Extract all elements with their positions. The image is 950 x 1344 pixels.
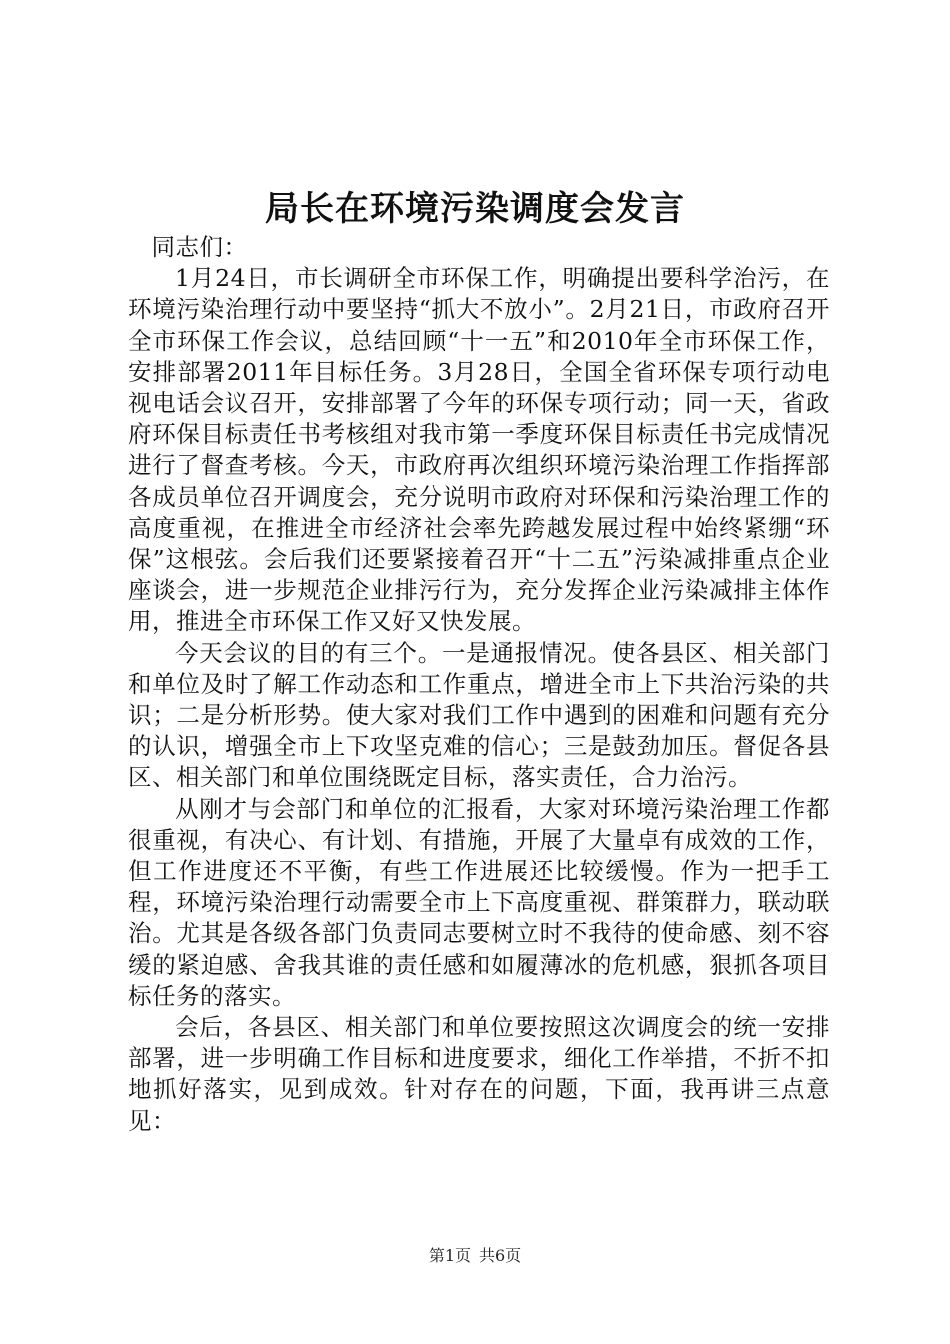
paragraph-1: 1月24日，市长调研全市环保工作，明确提出要科学治污，在环境污染治理行动中要坚持“抓大不放小”。2月21日，市政府召开全市环保工作会议，总结回顾“十一五”和2010年全市环保工作，安排部署2011年目标任务。3月28日，全国全省环保专项行动电视电话会议召开，安排部署了今年的环保专项行动；同一天，省政府环保目标责任书考核组对我市第一季度环保目标责任书完成情况进行了督查考核。今天，市政府再次组织环境污染治理工作指挥部各成员单位召开调度会，充分说明市政府对环保和污染治理工作的高度重视，在推进全市经济社会率先跨越发展过程中始终紧绷“环保”这根弦。会后我们还要紧接着召开“十二五”污染减排重点企业座谈会，进一步规范企业排污行为，充分发挥企业污染减排主体作用，推进全市环保工作又好又快发展。 bbox=[128, 264, 830, 636]
page-footer bbox=[0, 1244, 950, 1268]
document-body bbox=[128, 232, 830, 1137]
paragraph-4: 会后，各县区、相关部门和单位要按照这次调度会的统一安排部署，进一步明确工作目标和进度要求，细化工作举措，不折不扣地抓好落实，见到成效。针对存在的问题，下面，我再讲三点意见： bbox=[128, 1013, 830, 1135]
salutation: 同志们： bbox=[151, 233, 248, 261]
paragraph-3: 从刚才与会部门和单位的汇报看，大家对环境污染治理工作都很重视，有决心、有计划、有措施，开展了大量卓有成效的工作，但工作进度还不平衡，有些工作进展还比较缓慢。作为一把手工程，环境污染治理行动需要全市上下高度重视、群策群力，联动联治。尤其是各级各部门负责同志要树立时不我待的使命感、刻不容缓的紧迫感、舍我其谁的责任感和如履薄冰的危机感，狠抓各项目标任务的落实。 bbox=[128, 794, 830, 1010]
page-number: 第1页 bbox=[428, 1246, 471, 1265]
document-title: 局长在环境污染调度会发言 bbox=[265, 189, 685, 229]
paragraph-2: 今天会议的目的有三个。一是通报情况。使各县区、相关部门和单位及时了解工作动态和工作重点，增进全市上下共治污染的共识；二是分析形势。使大家对我们工作中遇到的困难和问题有充分的认识，增强全市上下攻坚克难的信心；三是鼓劲加压。督促各县区、相关部门和单位围绕既定目标，落实责任，合力治污。 bbox=[128, 638, 830, 792]
page-total: 共6页 bbox=[479, 1246, 522, 1265]
